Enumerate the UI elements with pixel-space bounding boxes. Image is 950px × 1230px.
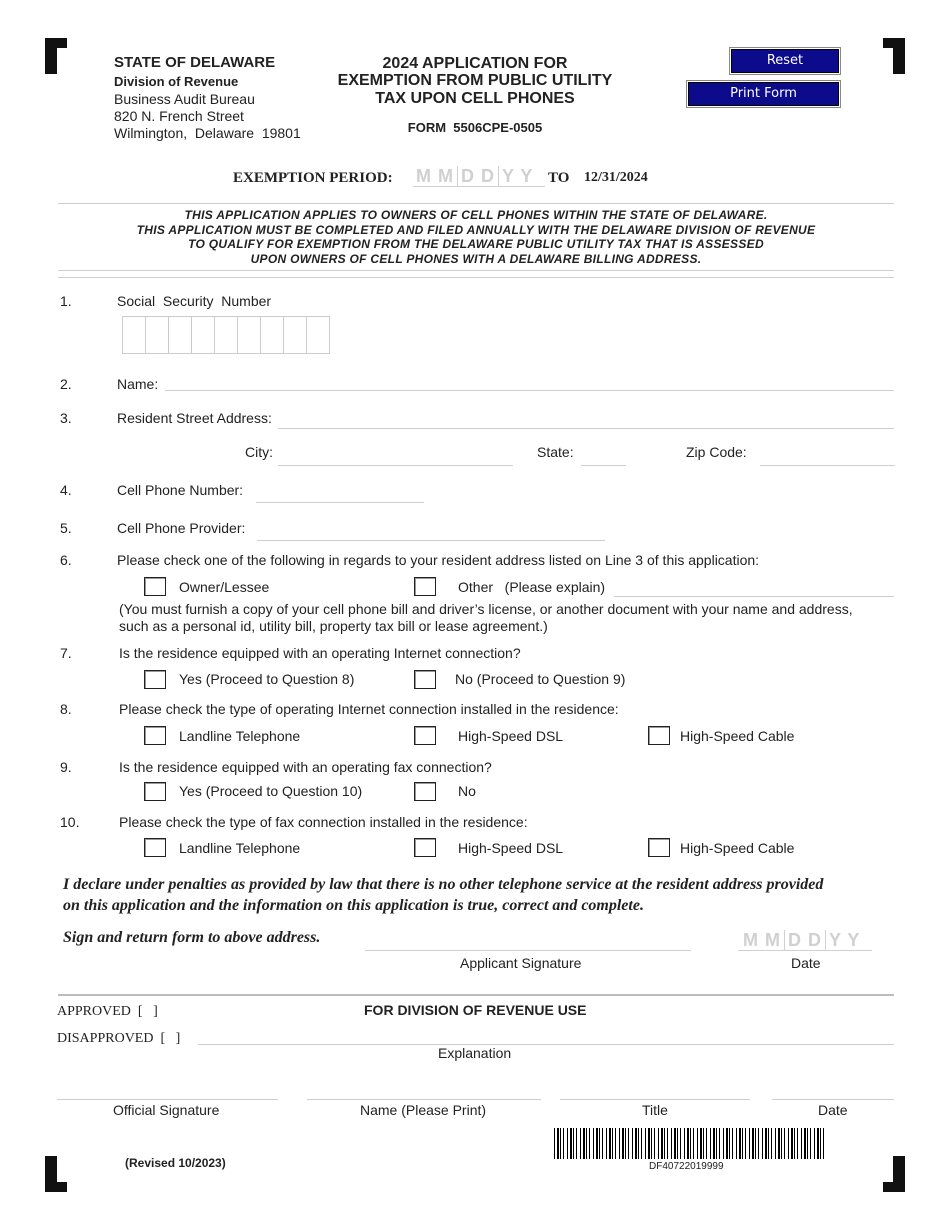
q7-number: 7. (60, 645, 72, 661)
city-label: City: (245, 444, 273, 460)
internet-cable-label: High-Speed Cable (680, 728, 795, 744)
ssn-digit-box[interactable] (215, 317, 238, 353)
street-address: 820 N. French Street (114, 108, 244, 124)
official-date-input[interactable] (772, 1099, 894, 1100)
exemption-start-date-input[interactable] (413, 166, 536, 187)
other-label: Other (Please explain) (458, 579, 606, 595)
fax-no-label: No (458, 783, 476, 799)
internet-no-label: No (Proceed to Question 9) (455, 671, 626, 687)
corner-mark-top-right-notch (883, 48, 893, 74)
exemption-end-date: 12/31/2024 (584, 170, 648, 185)
internet-yes-label: Yes (Proceed to Question 8) (179, 671, 355, 687)
corner-mark-top-left-notch (57, 48, 67, 74)
title-label: Title (642, 1102, 668, 1118)
ssn-digit-box[interactable] (307, 317, 329, 353)
q3-number: 3. (60, 410, 72, 426)
notice-line-4: UPON OWNERS OF CELL PHONES WITH A DELAWARE BILLING ADDRESS. (250, 252, 702, 266)
internet-landline-checkbox[interactable] (144, 726, 166, 745)
explanation-label: Explanation (438, 1045, 512, 1061)
internet-cable-checkbox[interactable] (648, 726, 670, 745)
ssn-digit-box[interactable] (261, 317, 284, 353)
form-number: FORM 5506CPE-0505 (407, 120, 543, 135)
disapproved-label: DISAPPROVED [ ] (57, 1031, 181, 1046)
cell-phone-number-label: Cell Phone Number: (117, 482, 244, 498)
owner-lessee-label: Owner/Lessee (179, 579, 270, 595)
notice-bottom-rule-1 (58, 270, 894, 271)
form-title-line3: TAX UPON CELL PHONES (375, 90, 575, 107)
cell-phone-provider-label: Cell Phone Provider: (117, 520, 246, 536)
q2-number: 2. (60, 376, 72, 392)
q7-question: Is the residence equipped with an operating Internet connection? (119, 645, 521, 661)
fax-cable-checkbox[interactable] (648, 838, 670, 857)
notice-line-1: THIS APPLICATION APPLIES TO OWNERS OF CELL PHONES WITHIN THE STATE OF DELAWARE. (184, 208, 768, 222)
title-input[interactable] (560, 1099, 750, 1100)
revenue-use-heading: FOR DIVISION OF REVENUE USE (364, 1002, 587, 1018)
notice-line-2: THIS APPLICATION MUST BE COMPLETED AND FILED ANNUALLY WITH THE DELAWARE DIVISION OF REVENUE (136, 223, 816, 237)
bureau-name: Business Audit Bureau (114, 91, 255, 107)
internet-dsl-label: High-Speed DSL (458, 728, 564, 744)
corner-mark-bottom-right-notch (883, 1156, 893, 1182)
ssn-digit-box[interactable] (192, 317, 215, 353)
barcode (554, 1128, 826, 1159)
other-explain-input[interactable] (614, 596, 894, 597)
q8-number: 8. (60, 701, 72, 717)
sign-instruction: Sign and return form to above address. (63, 929, 321, 946)
fax-cable-label: High-Speed Cable (680, 840, 795, 856)
barcode-text: DF40722019999 (649, 1161, 724, 1172)
q8-question: Please check the type of operating Internet connection installed in the residence: (119, 701, 619, 717)
declaration-line-1: I declare under penalties as provided by law that there is no other telephone service at the resident address provided (63, 876, 824, 893)
exemption-start-date-underline (413, 186, 545, 187)
q6-number: 6. (60, 552, 72, 568)
revised-date: (Revised 10/2023) (125, 1156, 226, 1170)
date-day-placeholder: D D (458, 166, 499, 187)
ssn-digit-box[interactable] (284, 317, 307, 353)
notice-bottom-rule-2 (58, 277, 894, 278)
state-label: State: (537, 444, 574, 460)
ssn-digit-box[interactable] (123, 317, 146, 353)
explanation-input[interactable] (198, 1044, 894, 1045)
notice-top-rule (58, 203, 894, 204)
name-label: Name: (117, 376, 159, 392)
internet-no-checkbox[interactable] (414, 670, 436, 689)
state-name: STATE OF DELAWARE (114, 54, 276, 71)
zip-code-label: Zip Code: (686, 444, 747, 460)
fax-landline-label: Landline Telephone (179, 840, 301, 856)
state-input[interactable] (581, 465, 626, 466)
applicant-signature-label: Applicant Signature (460, 955, 582, 971)
q10-number: 10. (60, 814, 80, 830)
internet-yes-checkbox[interactable] (144, 670, 166, 689)
official-signature-input[interactable] (57, 1099, 278, 1100)
official-signature-label: Official Signature (113, 1102, 220, 1118)
city-input[interactable] (278, 465, 513, 466)
division-name: Division of Revenue (114, 74, 239, 89)
street-address-input[interactable] (278, 428, 894, 429)
fax-yes-checkbox[interactable] (144, 782, 166, 801)
name-print-label: Name (Please Print) (360, 1102, 487, 1118)
corner-mark-bottom-left-notch (57, 1156, 67, 1182)
applicant-signature-input[interactable] (365, 950, 691, 951)
q4-number: 4. (60, 482, 72, 498)
name-print-input[interactable] (307, 1099, 541, 1100)
ssn-digit-box[interactable] (146, 317, 169, 353)
notice-line-3: TO QUALIFY FOR EXEMPTION FROM THE DELAWARE PUBLIC UTILITY TAX THAT IS ASSESSED (188, 237, 764, 251)
fax-dsl-label: High-Speed DSL (458, 840, 564, 856)
fax-dsl-checkbox[interactable] (414, 838, 436, 857)
owner-lessee-checkbox[interactable] (144, 577, 166, 596)
zip-code-input[interactable] (760, 465, 895, 466)
ssn-digit-box[interactable] (169, 317, 192, 353)
ssn-digit-box[interactable] (238, 317, 261, 353)
form-title-line1: 2024 APPLICATION FOR (382, 55, 568, 72)
date-month-placeholder: M M (740, 930, 785, 951)
date-year-placeholder: Y Y (502, 166, 534, 186)
q9-number: 9. (60, 759, 72, 775)
signature-date-label: Date (791, 955, 821, 971)
declaration-line-2: on this application and the information on this application is true, correct and complete. (63, 897, 644, 914)
q5-number: 5. (60, 520, 72, 536)
fax-landline-checkbox[interactable] (144, 838, 166, 857)
q1-number: 1. (60, 293, 72, 309)
cell-phone-provider-input[interactable] (257, 540, 605, 541)
revenue-section-rule (58, 994, 894, 996)
exemption-to-label: TO (548, 170, 570, 186)
fax-yes-label: Yes (Proceed to Question 10) (179, 783, 363, 799)
internet-dsl-checkbox[interactable] (414, 726, 436, 745)
cell-phone-number-input[interactable] (256, 502, 424, 503)
street-address-label: Resident Street Address: (117, 410, 272, 426)
date-day-placeholder: D D (785, 930, 826, 951)
name-input[interactable] (165, 390, 894, 391)
form-title-line2: EXEMPTION FROM PUBLIC UTILITY (337, 72, 613, 89)
date-year-placeholder: Y Y (829, 930, 861, 950)
approved-label: APPROVED [ ] (57, 1004, 158, 1019)
date-month-placeholder: M M (413, 166, 458, 187)
signature-date-input[interactable] (740, 930, 863, 951)
other-checkbox[interactable] (414, 577, 436, 596)
signature-date-underline (738, 950, 872, 951)
reset-button[interactable]: Reset (731, 49, 839, 73)
ssn-label: Social Security Number (117, 293, 272, 309)
print-form-button[interactable]: Print Form (688, 82, 839, 106)
ssn-input[interactable] (122, 316, 330, 354)
q6-note-line-2: such as a personal id, utility bill, property tax bill or lease agreement.) (119, 618, 548, 634)
exemption-period-label: EXEMPTION PERIOD: (233, 170, 393, 186)
city-address: Wilmington, Delaware 19801 (114, 125, 301, 141)
internet-landline-label: Landline Telephone (179, 728, 301, 744)
q10-question: Please check the type of fax connection installed in the residence: (119, 814, 528, 830)
q6-note-line-1: (You must furnish a copy of your cell phone bill and driver’s license, or another document with your name and address, (119, 601, 853, 617)
official-date-label: Date (818, 1102, 848, 1118)
fax-no-checkbox[interactable] (414, 782, 436, 801)
q9-question: Is the residence equipped with an operating fax connection? (119, 759, 492, 775)
q6-question: Please check one of the following in regards to your resident address listed on Line 3 of this application: (117, 552, 760, 568)
